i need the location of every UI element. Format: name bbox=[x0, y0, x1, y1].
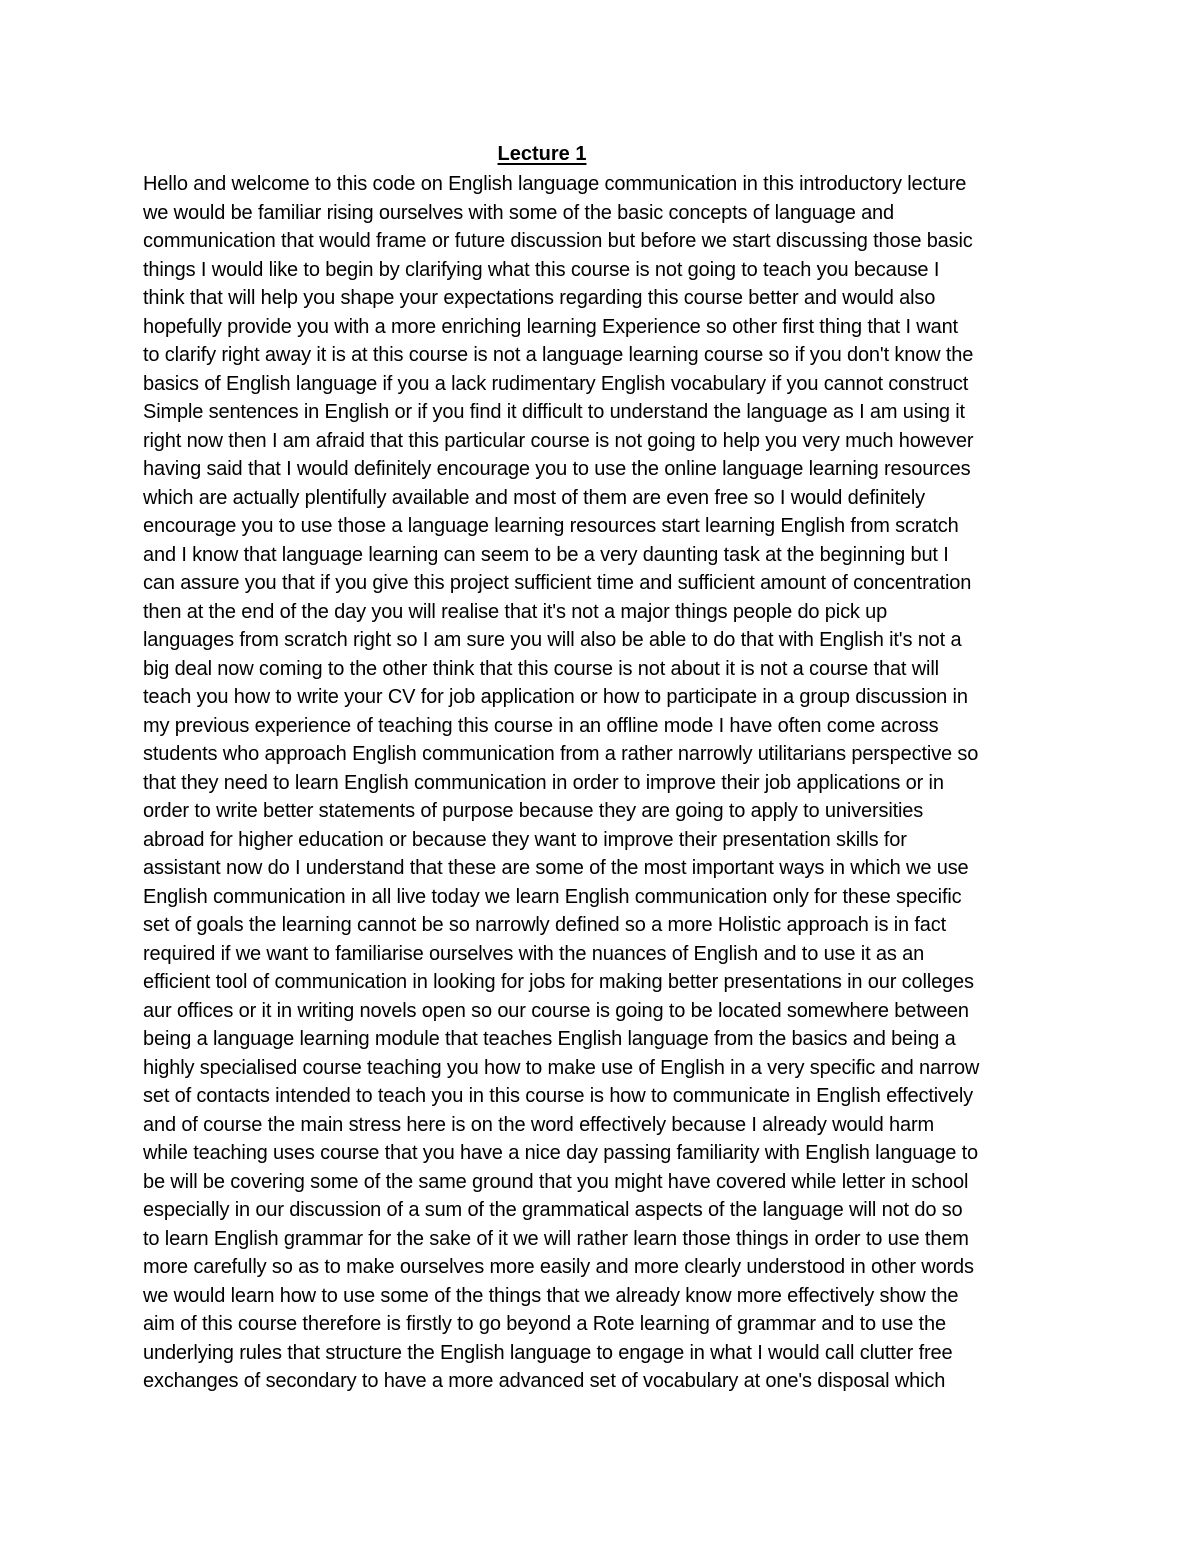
body-line: basics of English language if you a lack rudimentary English vocabulary if you cannot construct bbox=[143, 372, 969, 395]
body-line: underlying rules that structure the English language to engage in what I would call clutter free bbox=[143, 1341, 953, 1364]
body-line: big deal now coming to the other think that this course is not about it is not a course that will bbox=[143, 657, 939, 680]
body-line: communication that would frame or future discussion but before we start discussing those basic bbox=[143, 230, 973, 252]
body-line: we would be familiar rising ourselves with some of the basic concepts of language and bbox=[143, 201, 895, 224]
body-line: aur offices or it in writing novels open so our course is going to be located somewhere between bbox=[143, 999, 969, 1022]
body-line: assistant now do I understand that these are some of the most important ways in which we use bbox=[143, 857, 969, 879]
body-line: to clarify right away it is at this course is not a language learning course so if you don't know the bbox=[143, 344, 974, 366]
document-title: Lecture 1 bbox=[497, 143, 587, 165]
body-line: Hello and welcome to this code on English language communication in this introductory lecture bbox=[143, 173, 967, 195]
body-line: think that will help you shape your expectations regarding this course better and would also bbox=[143, 287, 936, 309]
body-line: to learn English grammar for the sake of it we will rather learn those things in order to use them bbox=[143, 1227, 969, 1250]
body-line: especially in our discussion of a sum of the grammatical aspects of the language will not do so bbox=[143, 1199, 963, 1221]
body-line: and I know that language learning can seem to be a very daunting task at the beginning but I bbox=[143, 543, 949, 566]
body-line: be will be covering some of the same ground that you might have covered while letter in school bbox=[143, 1170, 969, 1193]
body-line: that they need to learn English communication in order to improve their job applications or in bbox=[143, 771, 944, 794]
body-line: having said that I would definitely encourage you to use the online language learning resources bbox=[143, 458, 971, 480]
body-line: set of goals the learning cannot be so narrowly defined so a more Holistic approach is in fact bbox=[143, 914, 947, 936]
body-line: abroad for higher education or because they want to improve their presentation skills for bbox=[143, 828, 907, 851]
body-line: while teaching uses course that you have a nice day passing familiarity with English language to bbox=[143, 1142, 978, 1164]
body-line: being a language learning module that teaches English language from the basics and being a bbox=[143, 1028, 956, 1050]
body-line: Simple sentences in English or if you find it difficult to understand the language as I am using it bbox=[143, 401, 965, 423]
body-line: right now then I am afraid that this particular course is not going to help you very much however bbox=[143, 429, 974, 452]
body-line: English communication in all live today we learn English communication only for these specific bbox=[143, 885, 962, 908]
body-line: aim of this course therefore is firstly to go beyond a Rote learning of grammar and to use the bbox=[143, 1313, 946, 1335]
body-line: highly specialised course teaching you how to make use of English in a very specific and narrow bbox=[143, 1056, 980, 1079]
document-body bbox=[143, 170, 1083, 1396]
body-line: and of course the main stress here is on the word effectively because I already would harm bbox=[143, 1113, 935, 1136]
body-line: encourage you to use those a language learning resources start learning English from scratch bbox=[143, 515, 959, 537]
body-line: set of contacts intended to teach you in this course is how to communicate in English effectively bbox=[143, 1085, 973, 1107]
body-line: my previous experience of teaching this course in an offline mode I have often come across bbox=[143, 714, 939, 737]
body-line: students who approach English communication from a rather narrowly utilitarians perspective so bbox=[143, 743, 979, 765]
body-line: teach you how to write your CV for job application or how to participate in a group discussion in bbox=[143, 686, 968, 708]
body-line: exchanges of secondary to have a more advanced set of vocabulary at one's disposal which bbox=[143, 1370, 946, 1392]
body-line: more carefully so as to make ourselves more easily and more clearly understood in other words bbox=[143, 1256, 974, 1278]
body-line: required if we want to familiarise ourselves with the nuances of English and to use it as an bbox=[143, 942, 925, 965]
body-line: we would learn how to use some of the things that we already know more effectively show the bbox=[143, 1284, 959, 1307]
body-line: can assure you that if you give this project sufficient time and sufficient amount of concentration bbox=[143, 572, 972, 594]
body-line: things I would like to begin by clarifying what this course is not going to teach you because I bbox=[143, 258, 940, 281]
body-line: order to write better statements of purpose because they are going to apply to universities bbox=[143, 800, 924, 822]
body-line: then at the end of the day you will realise that it's not a major things people do pick up bbox=[143, 600, 888, 623]
body-line: which are actually plentifully available and most of them are even free so I would definitely bbox=[143, 486, 926, 509]
body-line: efficient tool of communication in looking for jobs for making better presentations in our colleges bbox=[143, 971, 974, 993]
body-line: languages from scratch right so I am sure you will also be able to do that with English it's not a bbox=[143, 629, 962, 651]
body-line: hopefully provide you with a more enriching learning Experience so other first thing that I want bbox=[143, 315, 958, 338]
